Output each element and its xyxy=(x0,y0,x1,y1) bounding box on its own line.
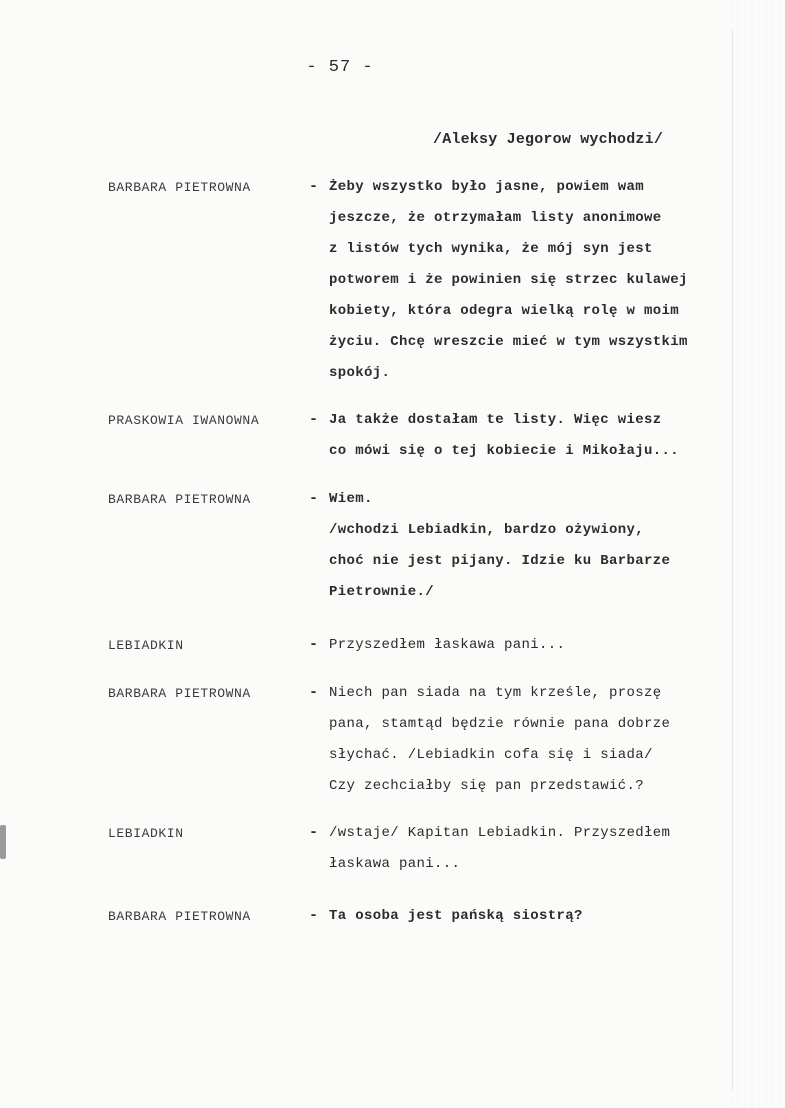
stage-direction: /Aleksy Jegorow wychodzi/ xyxy=(433,131,664,148)
speech-dash: - xyxy=(309,824,319,841)
speech-line: łaskawa pani... xyxy=(329,856,461,872)
speaker-name: LEBIADKIN xyxy=(108,638,184,653)
speech-dash: - xyxy=(309,684,319,701)
speech-line: jeszcze, że otrzymałam listy anonimowe xyxy=(329,210,662,226)
speech-line: kobiety, która odegra wielką rolę w moim xyxy=(329,303,680,319)
speech-line: choć nie jest pijany. Idzie ku Barbarze xyxy=(329,553,671,569)
speech-block xyxy=(329,405,749,467)
speaker-name: PRASKOWIA IWANOWNA xyxy=(108,413,260,428)
speech-line: z listów tych wynika, że mój syn jest xyxy=(329,241,653,257)
speech-block xyxy=(329,484,749,608)
speech-block xyxy=(329,901,749,932)
speech-line: pana, stamtąd będzie równie pana dobrze xyxy=(329,716,671,732)
speech-line: Niech pan siada na tym krześle, proszę xyxy=(329,685,662,701)
speech-line: Żeby wszystko było jasne, powiem wam xyxy=(329,179,645,195)
speech-line: /wchodzi Lebiadkin, bardzo ożywiony, xyxy=(329,522,645,538)
speech-dash: - xyxy=(309,636,319,653)
speaker-name: BARBARA PIETROWNA xyxy=(108,492,251,507)
speech-line: co mówi się o tej kobiecie i Mikołaju... xyxy=(329,443,680,459)
speech-line: Ta osoba jest pańską siostrą? xyxy=(329,908,583,924)
speech-line: spokój. xyxy=(329,365,391,381)
speech-block xyxy=(329,678,749,802)
speech-line: życiu. Chcę wreszcie mieć w tym wszystkim xyxy=(329,334,688,350)
speaker-name: BARBARA PIETROWNA xyxy=(108,909,251,924)
speech-line: Pietrownie./ xyxy=(329,584,435,600)
page-number: - 57 - xyxy=(306,58,374,77)
speech-dash: - xyxy=(309,907,319,924)
speaker-name: BARBARA PIETROWNA xyxy=(108,180,251,195)
speech-line: Czy zechciałby się pan przedstawić.? xyxy=(329,778,645,794)
speech-line: Wiem. xyxy=(329,491,373,507)
speech-line: potworem i że powinien się strzec kulawej xyxy=(329,272,688,288)
speech-line: słychać. /Lebiadkin cofa się i siada/ xyxy=(329,747,653,763)
speaker-name: BARBARA PIETROWNA xyxy=(108,686,251,701)
speech-line: Przyszedłem łaskawa pani... xyxy=(329,637,566,653)
speech-block xyxy=(329,818,749,880)
speech-dash: - xyxy=(309,178,319,195)
speech-line: Ja także dostałam te listy. Więc wiesz xyxy=(329,412,662,428)
speech-block xyxy=(329,172,749,389)
speech-block xyxy=(329,630,749,661)
speech-dash: - xyxy=(309,411,319,428)
speaker-name: LEBIADKIN xyxy=(108,826,184,841)
binding-mark xyxy=(0,825,6,859)
speech-dash: - xyxy=(309,490,319,507)
speech-line: /wstaje/ Kapitan Lebiadkin. Przyszedłem xyxy=(329,825,671,841)
